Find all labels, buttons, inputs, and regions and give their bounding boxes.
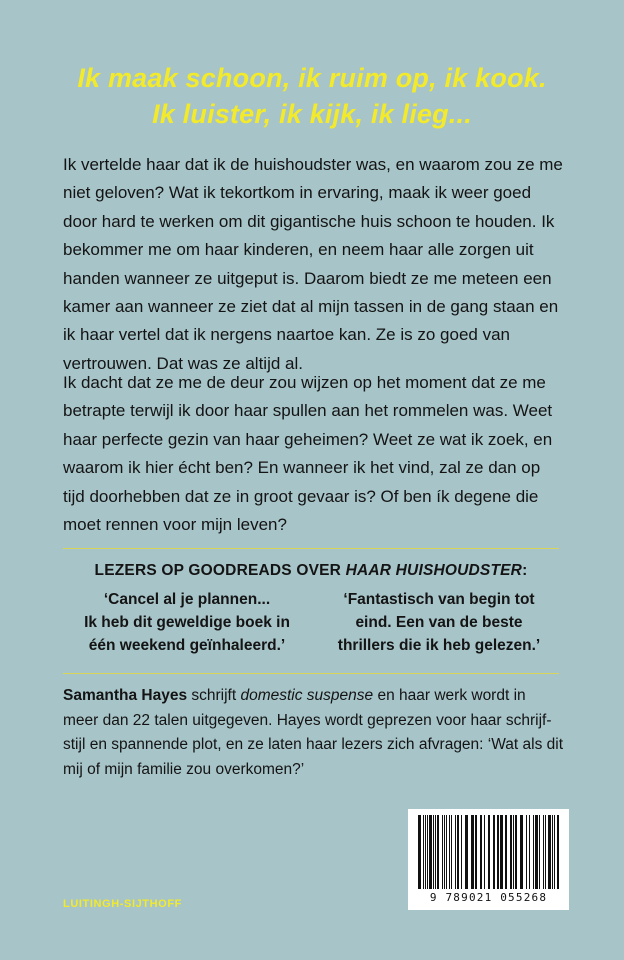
reviews-heading: [63, 562, 559, 580]
barcode-bar: [484, 815, 485, 889]
review-quote-2: [316, 588, 562, 657]
barcode-bar: [418, 815, 421, 889]
barcode-bar: [526, 815, 527, 889]
barcode-bar: [457, 815, 459, 889]
barcode-bar: [500, 815, 503, 889]
barcode-bar: [446, 815, 447, 889]
review-quote-1: [63, 588, 311, 657]
bio-genre: domestic suspense: [240, 687, 374, 704]
divider-bottom: [63, 673, 559, 674]
barcode-bar: [437, 815, 439, 889]
divider-top: [63, 548, 559, 549]
barcode-bar: [552, 815, 553, 889]
quote-line: thrillers die ik heb gelezen.’: [337, 637, 541, 654]
barcode-bar: [444, 815, 445, 889]
barcode-bar: [461, 815, 462, 889]
quote-line: ‘Cancel al je plannen...: [103, 591, 271, 608]
barcode-bar: [554, 815, 555, 889]
barcode-bar: [475, 815, 477, 889]
barcode-bar: [513, 815, 514, 889]
reviews-heading-prefix: LEZERS OP GOODREADS OVER: [94, 562, 346, 579]
barcode-bar: [505, 815, 507, 889]
quote-line: ‘Fantastisch van begin tot: [343, 591, 535, 608]
barcode-bar: [493, 815, 495, 889]
barcode-bar: [471, 815, 474, 889]
barcode-bar: [433, 815, 434, 889]
barcode-bar: [435, 815, 436, 889]
barcode: [408, 809, 569, 910]
bio-text-1: schrijft: [187, 687, 241, 704]
barcode-bars: [416, 815, 561, 889]
barcode-bar: [488, 815, 490, 889]
quote-line: één weekend geïnhaleerd.’: [88, 637, 286, 654]
barcode-bar: [497, 815, 499, 889]
barcode-bar: [423, 815, 424, 889]
quote-line: Ik heb dit geweldige boek in: [84, 614, 290, 631]
barcode-bar: [427, 815, 428, 889]
isbn-number: 9 789021 055268: [429, 891, 548, 904]
barcode-bar: [449, 815, 450, 889]
tagline-line-2: Ik luister, ik kijk, ik lieg...: [152, 99, 472, 129]
barcode-bar: [442, 815, 443, 889]
barcode-bar: [465, 815, 468, 889]
barcode-bar: [548, 815, 551, 889]
author-bio: [63, 684, 563, 782]
quote-line: eind. Een van de beste: [355, 614, 523, 631]
barcode-bar: [520, 815, 523, 889]
reviews-heading-title: HAAR HUISHOUDSTER: [345, 562, 523, 579]
barcode-bar: [510, 815, 512, 889]
barcode-bar: [543, 815, 544, 889]
barcode-bar: [535, 815, 538, 889]
barcode-bar: [480, 815, 482, 889]
author-name: Samantha Hayes: [63, 687, 188, 704]
reviews-heading-suffix: :: [522, 562, 528, 579]
tagline-line-1: Ik maak schoon, ik ruim op, ik kook.: [77, 63, 547, 93]
tagline: [0, 60, 624, 132]
barcode-bar: [455, 815, 456, 889]
barcode-bar: [429, 815, 432, 889]
bio-text-2: en haar werk wordt in meer dan 22 talen uitgegeven. Hayes wordt geprezen voor haar schrijf-stijl en spannende plot, en ze laten haar lezers zich afvragen: ‘Wat als dit mij of mijn familie zou overkomen?’: [63, 687, 564, 778]
barcode-bar: [515, 815, 517, 889]
barcode-bar: [425, 815, 426, 889]
barcode-bar: [557, 815, 559, 889]
barcode-bar: [539, 815, 540, 889]
blurb-paragraph-2: Ik dacht dat ze me de deur zou wijzen op het moment dat ze me betrapte terwijl ik door haar spullen aan het rommelen was. Weet haar perfecte gezin van haar geheimen? Weet ze wat ik zoek, en waarom ik hier écht ben? En wanneer ik het vind, zal ze dan op tijd doorhebben dat ze in groot gevaar is? Of ben ík degene die moet rennen voor mijn leven?: [63, 373, 553, 535]
barcode-bar: [529, 815, 530, 889]
publisher-logo: LUITINGH-SIJTHOFF: [63, 898, 182, 910]
barcode-bar: [533, 815, 534, 889]
barcode-bar: [451, 815, 452, 889]
barcode-bar: [545, 815, 546, 889]
blurb-paragraph-1: Ik vertelde haar dat ik de huishoudster was, en waarom zou ze me niet geloven? Wat ik tekortkom in ervaring, maak ik weer goed door hard te werken om dit gigantische huis schoon te houden. Ik bekommer me om haar kinderen, en neem haar alle zorgen uit handen wanneer ze uitgeput is. Daarom biedt ze me meteen een kamer aan wanneer ze ziet dat al mijn tassen in de gang staan en ik haar vertel dat ik nergens naartoe kan. Ze is zo goed van vertrouwen. Dat was ze altijd al.: [63, 155, 563, 373]
